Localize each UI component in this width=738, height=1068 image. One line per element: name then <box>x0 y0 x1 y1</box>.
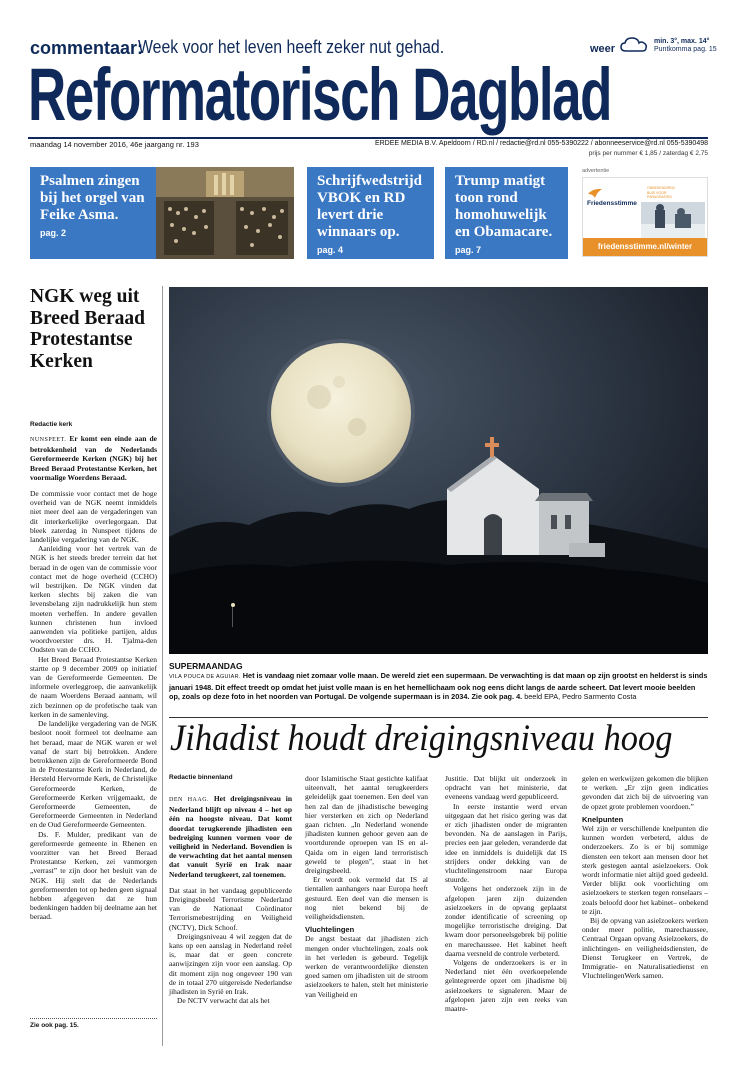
main-article-column-2 <box>305 774 428 999</box>
side-article-byline: Redactie kerk <box>30 421 73 428</box>
caption-credit: beeld EPA, Pedro Sarmento Costa <box>524 691 637 701</box>
paragraph: door Islamitische Staat gestichte kalifaat uiteenvalt, het aantal terugkeerders geleidelijk gaat toenemen. Een deel van hen zal dan de jihadistische beweging hier versterken en zich op Nederland gaan richten. „In Nederland wonende jihadisten kunnen gehoor geven aan de voortdurende oproepen van IS en al-Qaida om in eigen land terroristisch geweld te plegen”, staat in het dreigingsbeeld. <box>305 774 428 876</box>
subhead-vluchtelingen: Vluchtelingen <box>305 925 355 935</box>
paragraph: Dat staat in het vandaag gepubliceerde Dreigingsbeeld Terrorisme Nederland van de Nationaal Coördinator Terrorismebestrijding en Veiligheid (NCTV), Dick Schoof. <box>169 885 292 932</box>
side-article-see-also[interactable]: Zie ook pag. 15. <box>30 1022 79 1029</box>
main-article-headline[interactable]: Jihadist houdt dreigingsniveau hoog <box>170 718 673 759</box>
church-interior-photo <box>156 167 294 259</box>
paragraph: Bij de opvang van asielzoekers werken onder meer politie, marechaussee, Centraal Orgaan opvang Asielzoekers, de inlichtingen- en veiligheidsdiensten, de Dienst Terugkeer en Vertrek, de Immigratie- en Naturalisatiedienst en VluchtelingenWerk samen. <box>582 916 708 981</box>
paragraph: Er wordt ook vermeld dat IS al tientallen aanhangers naar Europa heeft gestuurd. Een deel van die mensen is nog niet bekend bij de veiligheidsdiensten. <box>305 875 428 922</box>
main-article-column-3 <box>445 774 567 1013</box>
advert-url[interactable]: friedensstimme.nl/winter <box>583 238 707 256</box>
paragraph: Justitie. Dat blijkt uit onderzoek in opdracht van het ministerie, dat eveneens vandaag werd gepubliceerd. <box>445 774 567 802</box>
paragraph: Volgens de onderzoekers is er in Nederland niet één overkoepelende geïntegreerde opzet om jihadisme bij asielzoekers te signaleren. Maar de afgelopen jaren zijn een reeks van maatre- <box>445 958 567 1014</box>
advert-label: advertentie <box>582 168 610 174</box>
lead-text: Het dreigingsniveau in Nederland blijft op niveau 4 – het op één na hoogste niveau. Dat komt doordat terugkerende jihadisten een bedreiging kunnen vormen voor de veiligheid in Nederland. Bovendien is de verwachting dat het aantal mensen dat vanuit Syrië en Irak naar Nederland terugkeert, zal toenemen. <box>169 794 293 879</box>
supermoon-photo[interactable] <box>169 287 708 654</box>
teaser-title: Trump matigt toon rond homohuwelijk en Obamacare. <box>455 173 553 240</box>
paragraph: Het Breed Beraad Protestantse Kerken startte op 9 december 2009 op initiatief van de Gereformeerde Gemeenten. De informele overleggroep, die aanvankelijk de naam Woerdens Beraad aannam, wil zich bezinnen op de profetische taak van kerken in de samenleving. <box>30 654 157 719</box>
side-article-body <box>30 434 157 922</box>
side-article-lead <box>30 434 157 482</box>
teaser-title: Schrijfwedstrijd VBOK en RD levert drie winnaars op. <box>317 173 422 240</box>
paragraph: Aanleiding voor het vertrek van de NGK is het steeds breder terrein dat het beraad in de ogen van de commissie voor contact met de hoge overheid (CCHO) wil bestrijken. De NGK vinden dat kerken slechts bij zaken die van levensbelang zijn nadrukkelijk hun stem moeten verheffen. In andere gevallen kunnen christenen hun invloed aanwenden via politieke partijen, aldus woordvoerster drs. H. Tjalma-den Oudsten van de CCHO. <box>30 544 157 655</box>
side-article-headline[interactable]: NGK weg uit Breed Beraad Protestantse Kerken <box>30 286 146 372</box>
teaser-page: pag. 2 <box>40 228 67 238</box>
paragraph: gelen en werkwijzen gekomen die blijken te werken. „Er zijn geen indicaties gevonden dat zich bij de uitvoering van de opzet grote problemen voordoen.” <box>582 774 708 811</box>
dove-logo-icon <box>587 186 603 200</box>
caption-place: VILA POUCA DE AGUIAR. <box>169 674 241 681</box>
weather-reference: Puntkomma pag. 15 <box>654 46 717 53</box>
paragraph: De NCTV verwacht dat als het <box>177 996 270 1006</box>
see-also-rule <box>30 1018 157 1019</box>
caption-title: SUPERMAANDAG <box>169 661 243 671</box>
paragraph: Volgens het onderzoek zijn in de afgelopen jaren zijn duizenden asielzoekers in de opvang geplaatst zonder identificatie of screening op mogelijke terroristische dreiging. Dat kwam door personeelsgebrek bij politie en marechaussee. Het kabinet heeft daarna versneld de controle verbeterd. <box>445 884 567 958</box>
masthead[interactable]: Reformatorisch Dagblad <box>28 53 612 136</box>
paragraph: De commissie voor contact met de hoge overheid van de NGK neemt inmiddels niet meer deel aan de vergaderingen van dit interkerkelijke overlegorgaan. Dat bleek zaterdag in Nunspeet tijdens de landelijke vergadering van de NGK. <box>30 489 157 545</box>
teaser-trump[interactable] <box>445 167 568 259</box>
paragraph: Wel zijn er verschillende knelpunten die kunnen worden verbeterd, aldus de onderzoekers. Zo is er bij sommige diensten een tekort aan mensen door het sterk gestegen aantal asielzoekers. Ook wordt informatie niet altijd goed gedeeld. Verder blijkt ook voorlichting om asielzoekers te sterken tegen ronselaars –zoals beloofd door het kabinet– onbekend te zijn. <box>582 824 708 916</box>
paragraph: De angst bestaat dat jihadisten zich mengen onder vluchtelingen, zoals ook in het verleden is gebeurd. Tegelijk werken de verantwoordelijke diensten goed samen om jihadisten uit de stroom asielzoekers te halen, stelt het ministerie van Veiligheid en <box>305 934 428 999</box>
cloud-icon <box>620 36 648 52</box>
teaser-title: Psalmen zingen bij het orgel van Feike Asma. <box>40 173 145 223</box>
main-article-byline: Redactie binnenland <box>169 774 233 781</box>
dateline-place: DEN HAAG. <box>169 797 210 803</box>
paragraph: Dreigingsniveau 4 wil zeggen dat de kans op een aanslag in Nederland reëel is, maar dat er geen concrete aanwijzingen zijn voor een aanslag. Op dit moment zijn nog ongeveer 190 van de in totaal 270 uitgereisde Nederlandse jihadisten in Syrië en Irak. <box>169 931 292 997</box>
paragraph: In eerste instantie werd ervan uitgegaan dat het risico gering was dat er zich jihadisten onder de migranten bevonden. Na de aanslagen in Parijs, precies een jaar geleden, veranderde dat idee en inmiddels is duidelijk dat IS strijders onder dekking van de vluchtelingenstroom naar Europa stuurde. <box>445 801 567 885</box>
teaser-page: pag. 4 <box>317 245 344 255</box>
dateline: maandag 14 november 2016, 46e jaargang nr. 193 <box>30 140 199 149</box>
advert-friedensstimme[interactable] <box>582 177 708 257</box>
photo-caption <box>169 662 708 701</box>
teaser-schrijfwedstrijd[interactable] <box>307 167 434 259</box>
subhead-knelpunten: Knelpunten <box>582 814 624 824</box>
dateline-place: NUNSPEET. <box>30 437 67 443</box>
commentary-label: commentaar: <box>30 38 144 58</box>
weather-label: weer <box>590 43 616 55</box>
prices: prijs per nummer € 1,85 / zaterdag € 2,75 <box>588 150 708 157</box>
advert-tagline: ONBEKENDHEID BUIS VOOR PARAGRAFIEN <box>647 186 676 199</box>
caption-text: Het is vandaag niet zomaar volle maan. De wereld ziet een supermaan. De verwachting is dat maan op zijn grootst en helderst is sinds januari 1948. Dit effect treedt op omdat het juist volle maan is en het hemellichaam ook nog eens dicht langs de aarde scheert. Dat levert mooie beelden op, zoals op deze foto in het noorden van Portugal. De volgende supermaan is in 2034. Zie ook pag. 4. <box>169 671 708 701</box>
teaser-psalmen[interactable] <box>30 167 156 259</box>
advert-photo <box>641 202 705 238</box>
paragraph: De landelijke vergadering van de NGK besloot nooit formeel tot deelname aan het beraad, maar de NGK waren er wel vanaf de start bij betrokken. Andere betrokkenen zijn de Gereformeerde Bond in de Protestantse Kerk in Nederland, de Hersteld Hervormde Kerk, de Christelijke Gereformeerde Kerken, de Gereformeerde Kerken vrijgemaakt, de Gereformeerde Gemeenten, de Gereformeerde Gemeenten in Nederland en de Oud Gereformeerde Gemeenten. <box>30 719 157 830</box>
commentary-quote[interactable]: Week voor het leven heeft zeker nut gehad. <box>138 37 445 57</box>
column-divider <box>162 286 163 1046</box>
publisher-info: ERDEE MEDIA B.V. Apeldoorn / RD.nl / redactie@rd.nl 055-5390222 / abonneeservice@rd.nl 055-5390498 <box>374 140 708 147</box>
main-article-column-1 <box>169 794 292 1005</box>
teaser-page: pag. 7 <box>455 245 482 255</box>
lead-text: Er komt een einde aan de betrokkenheid van de Nederlands Gereformeerde Kerken (NGK) bij het Breed Beraad Protestantse Kerken, het voormalige Woerdens Beraad. <box>30 434 157 482</box>
main-article-column-4 <box>582 774 708 980</box>
weather-minmax: min. 3°, max. 14° <box>654 38 710 45</box>
advert-brand: Friedensstimme <box>587 200 637 207</box>
paragraph: Ds. F. Mulder, predikant van de gereformeerde gemeente in Rhenen en voorzitter van het Breed Beraad Protestantse Kerken, zei vanmorgen „verrast” te zijn door het besluit van de NGK. Hij stelt dat de Nederlands gereformeerden tot op heden geen signaal hebben afgegeven dat ze hun bedenkingen hadden bij deelname aan het beraad. <box>30 829 157 922</box>
main-article-lead <box>169 794 292 879</box>
masthead-rule <box>28 137 708 139</box>
